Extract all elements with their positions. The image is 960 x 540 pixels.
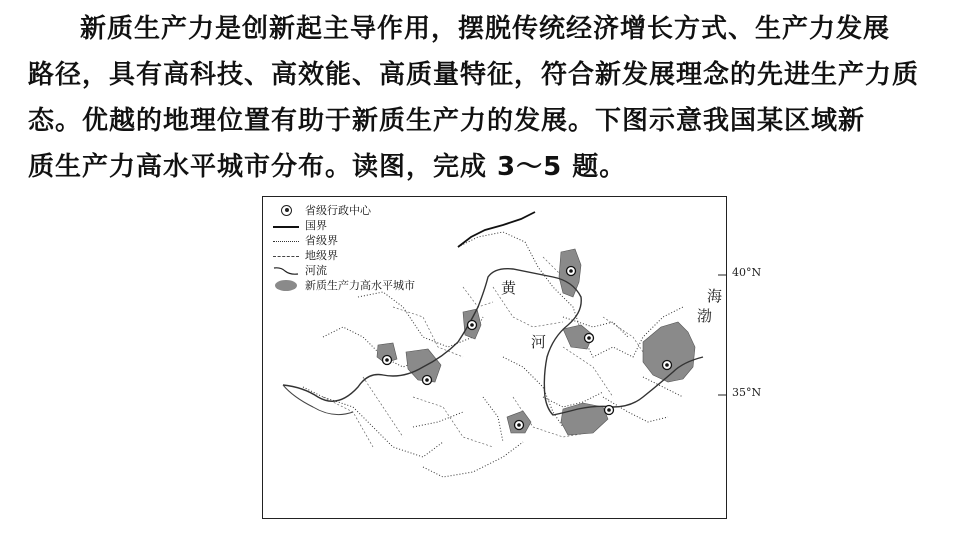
legend-national-border-label: 国界: [305, 219, 327, 232]
provincial-border-icon: [273, 235, 301, 247]
region-map: [262, 196, 727, 519]
sea-label-1: 海: [707, 287, 723, 305]
legend-provincial-border: [273, 233, 415, 248]
question-line-2: 路径，具有高科技、高效能、高质量特征，符合新发展理念的先进生产力质: [28, 60, 920, 90]
river-tributary: [283, 385, 353, 415]
capital-marker-north: [567, 267, 576, 276]
river-icon: [273, 265, 301, 277]
capital-marker-south-1: [515, 421, 524, 430]
capital-marker-mid: [585, 334, 594, 343]
high-level-city-icon: [273, 280, 301, 292]
lat-35-label: 35°N: [732, 386, 762, 399]
map-legend: [273, 203, 415, 293]
river-label-2: 河: [531, 333, 547, 351]
legend-prefecture-border-label: 地级界: [305, 249, 338, 262]
capital-marker-west-2: [423, 376, 432, 385]
legend-national-border: [273, 218, 415, 233]
legend-river: [273, 263, 415, 278]
national-border-icon: [273, 220, 301, 232]
river-label-1: 黄: [501, 279, 517, 297]
capital-marker-west-1: [383, 356, 392, 365]
capital-marker-coast: [663, 361, 672, 370]
lat-40-label: 40°N: [732, 266, 762, 279]
question-line-1: 新质生产力是创新起主导作用，摆脱传统经济增长方式、生产力发展: [80, 14, 891, 44]
legend-provincial-border-label: 省级界: [305, 234, 338, 247]
question-line-4: 质生产力高水平城市分布。读图，完成 3～5 题。: [28, 152, 627, 182]
sea-label-2: 渤: [697, 307, 713, 325]
legend-prefecture-border: [273, 248, 415, 263]
question-line-3: 态。优越的地理位置有助于新质生产力的发展。下图示意我国某区域新: [28, 106, 866, 136]
capital-marker-south-2: [605, 406, 614, 415]
city-region-coast: [643, 322, 695, 382]
legend-capital-label: 省级行政中心: [305, 204, 371, 217]
question-paragraph: [28, 6, 933, 190]
legend-high-level-city: [273, 278, 415, 293]
prefecture-border-icon: [273, 250, 301, 262]
capital-marker-upper-river: [468, 321, 477, 330]
capital-icon: [273, 205, 301, 217]
legend-high-level-city-label: 新质生产力高水平城市: [305, 279, 415, 292]
legend-capital: [273, 203, 415, 218]
legend-river-label: 河流: [305, 264, 327, 277]
